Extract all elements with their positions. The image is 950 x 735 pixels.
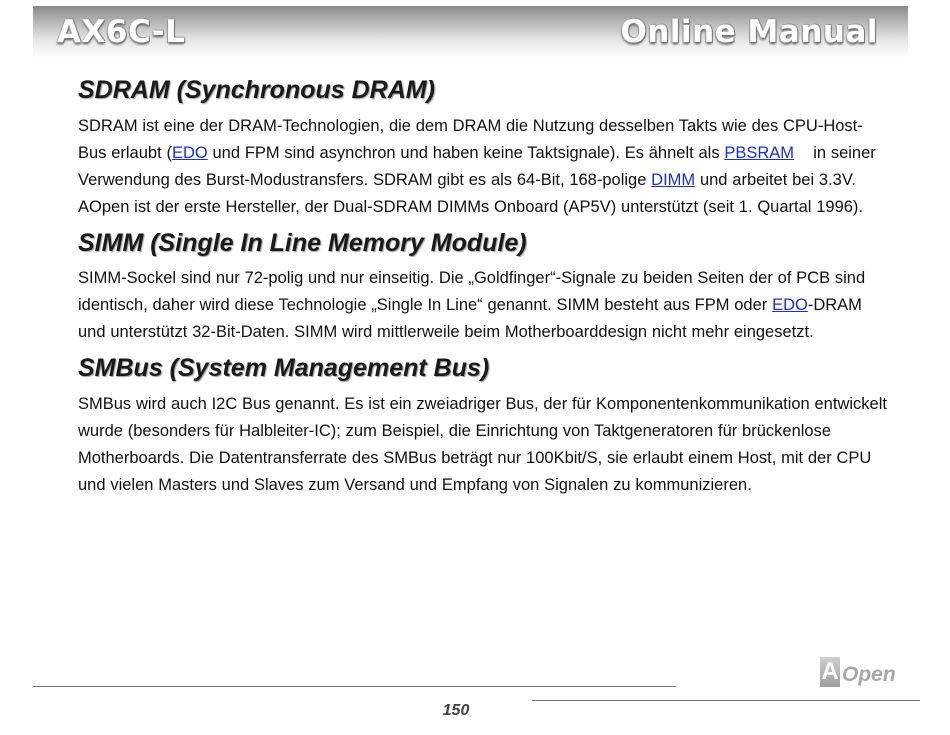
link-dimm[interactable]: DIMM [651, 170, 696, 189]
footer-divider-right [532, 700, 920, 701]
body-text: SDRAM ist eine der DRAM-Technologien, die dem DRAM die Nutzung desselben Takts wie des CPU-Host-Bus erlaubt ( [78, 116, 863, 162]
section-body-simm [78, 265, 888, 346]
logo-text: Open [842, 663, 896, 686]
body-text: und FPM sind asynchron und haben keine Taktsignale). Es ähnelt als [207, 143, 725, 162]
body-text: SIMM-Sockel sind nur 72-polig und nur einseitig. Die „Goldfinger“-Signale zu beiden Seiten der of PCB sind identisch, daher wird diese Technologie „Single In Line“ genannt. SIMM besteht aus FPM oder [78, 269, 866, 314]
footer-divider-left [33, 686, 676, 687]
manual-content [78, 70, 888, 499]
aopen-logo [820, 657, 896, 687]
manual-title: Online Manual [620, 14, 878, 50]
body-text: in seiner Verwendung des Burst-Modustransfers. SDRAM gibt es als 64-Bit, 168-polige [78, 143, 881, 189]
product-title: AX6C-L [57, 14, 186, 50]
body-text: SMBus wird auch I2C Bus genannt. Es ist ein zweiadriger Bus, der für Komponentenkommunikation entwickelt wurde (besonders für Halbleiter-IC); zum Beispiel, die Einrichtung von Taktgeneratoren für brückenlose Motherboards. Die Datentransferrate des SMBus beträgt nur 100Kbit/S, sie erlaubt einem Host, mit der CPU und vielen Masters und Slaves zum Versand und Empfang von Signalen zu kommunizieren. [78, 394, 887, 494]
link-edo[interactable]: EDO [772, 296, 808, 314]
body-text: -DRAM und unterstützt 32-Bit-Daten. SIMM wird mittlerweile beim Motherboarddesign nicht mehr eingesetzt. [78, 296, 862, 341]
page-number: 150 [442, 702, 470, 719]
logo-letter-box: A [821, 658, 839, 685]
section-body-smbus [78, 391, 888, 499]
section-heading-sdram: SDRAM (Synchronous DRAM) [78, 76, 435, 104]
link-edo[interactable]: EDO [171, 143, 208, 162]
body-text: und arbeitet bei 3.3V. AOpen ist der erste Hersteller, der Dual-SDRAM DIMMs Onboard (AP5V) unterstützt (seit 1. Quartal 1996). [78, 170, 864, 216]
section-body-sdram [78, 113, 888, 221]
section-heading-simm: SIMM (Single In Line Memory Module) [78, 228, 527, 257]
link-pbsram[interactable]: PBSRAM [724, 143, 795, 162]
section-heading-smbus: SMBus (System Management Bus) [78, 354, 490, 382]
